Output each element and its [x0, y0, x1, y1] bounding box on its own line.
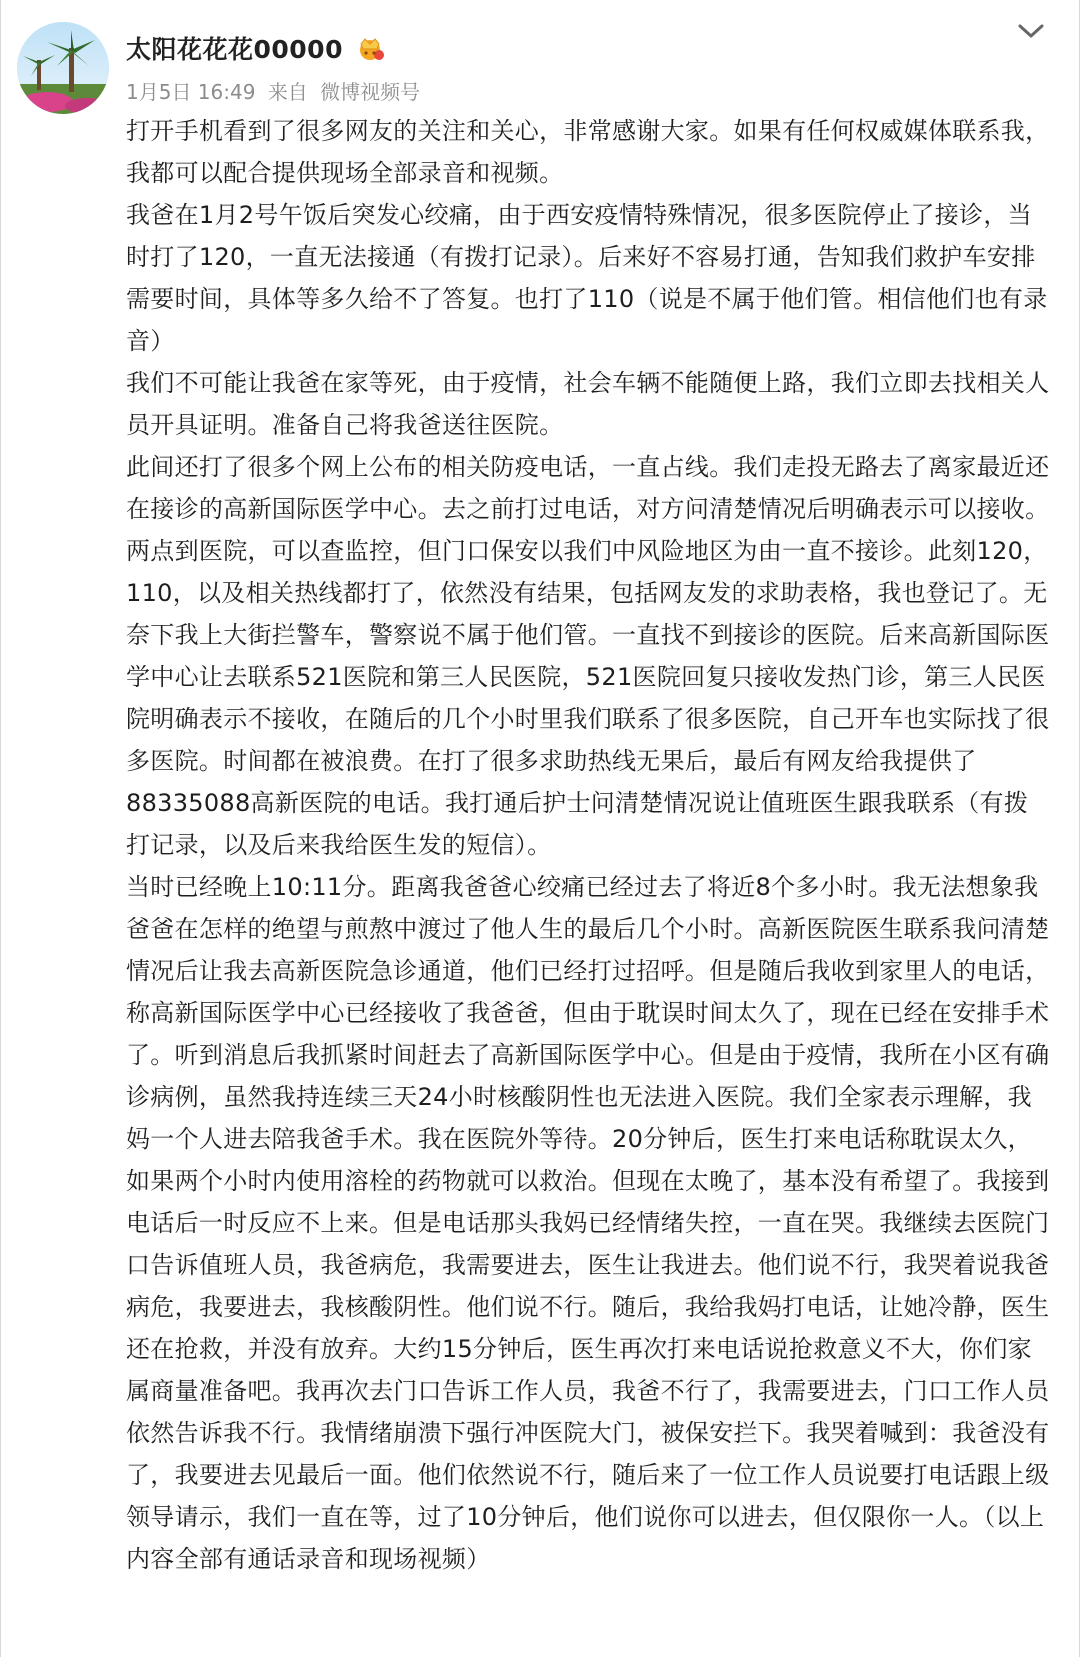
vip-crown-icon: [355, 35, 385, 61]
post-menu-button[interactable]: [1014, 18, 1048, 46]
avatar[interactable]: [17, 22, 109, 114]
post-paragraph-3: 我们不可能让我爸在家等死，由于疫情，社会车辆不能随便上路，我们立即去找相关人员开具证明。准备自己将我爸送往医院。: [126, 369, 1050, 439]
post-paragraph-2: 我爸在1月2号午饭后突发心绞痛，由于西安疫情特殊情况，很多医院停止了接诊，当时打了120，一直无法接通（有拨打记录）。后来好不容易打通，告知我们救护车安排需要时间，具体等多久给不了答复。也打了110（说是不属于他们管。相信他们也有录音）: [126, 201, 1048, 355]
post-paragraph-4: 此间还打了很多个网上公布的相关防疫电话，一直占线。我们走投无路去了离家最近还在接诊的高新国际医学中心。去之前打过电话，对方问清楚情况后明确表示可以接收。两点到医院，可以查监控，但门口保安以我们中风险地区为由一直不接诊。此刻120，110，以及相关热线都打了，依然没有结果，包括网友发的求助表格，我也登记了。无奈下我上大街拦警车，警察说不属于他们管。一直找不到接诊的医院。后来高新国际医学中心让去联系521医院和第三人民医院，521医院回复只接收发热门诊，第三人民医院明确表示不接收，在随后的几个小时里我们联系了很多医院，自己开车也实际找了很多医院。时间都在被浪费。在打了很多求助热线无果后，最后有网友给我提供了88335088高新医院的电话。我打通后护士问清楚情况说让值班医生跟我联系（有拨打记录，以及后来我给医生发的短信）。: [126, 453, 1050, 859]
author-name[interactable]: [126, 30, 385, 66]
chevron-down-icon: [1014, 18, 1048, 46]
post-paragraph-1: 打开手机看到了很多网友的关注和关心，非常感谢大家。如果有任何权威媒体联系我，我都可以配合提供现场全部录音和视频。: [126, 117, 1050, 187]
palm-tree-photo-icon: [17, 22, 109, 114]
post-via-prefix: 来自: [267, 80, 308, 104]
author-name-text[interactable]: 太阳花花花00000: [126, 35, 343, 64]
post-source[interactable]: 微博视频号: [320, 80, 421, 104]
post-content: [126, 110, 1051, 1580]
post-paragraph-5: 当时已经晚上10:11分。距离我爸爸心绞痛已经过去了将近8个多小时。我无法想象我爸爸在怎样的绝望与煎熬中渡过了他人生的最后几个小时。高新医院医生联系我问清楚情况后让我去高新医院急诊通道，他们已经打过招呼。但是随后我收到家里人的电话，称高新国际医学中心已经接收了我爸爸，但由于耽误时间太久了，现在已经在安排手术了。听到消息后我抓紧时间赶去了高新国际医学中心。但是由于疫情，我所在小区有确诊病例，虽然我持连续三天24小时核酸阴性也无法进入医院。我们全家表示理解，我妈一个人进去陪我爸手术。我在医院外等待。20分钟后，医生打来电话称耽误太久，如果两个小时内使用溶栓的药物就可以救治。但现在太晚了，基本没有希望了。我接到电话后一时反应不上来。但是电话那头我妈已经情绪失控，一直在哭。我继续去医院门口告诉值班人员，我爸病危，我需要进去，医生让我进去。他们说不行，我哭着说我爸病危，我要进去，我核酸阴性。他们说不行。随后，我给我妈打电话，让她冷静，医生还在抢救，并没有放弃。大约15分钟后，医生再次打来电话说抢救意义不大，你们家属商量准备吧。我再次去门口告诉工作人员，我爸不行了，我需要进去，门口工作人员依然告诉我不行。我情绪崩溃下强行冲医院大门，被保安拦下。我哭着喊到：我爸没有了，我要进去见最后一面。他们依然说不行，随后来了一位工作人员说要打电话跟上级领导请示，我们一直在等，过了10分钟后，他们说你可以进去，但仅限你一人。（以上内容全部有通话录音和现场视频）: [126, 873, 1050, 1573]
post-time[interactable]: 1月5日 16:49: [126, 80, 256, 104]
post-meta: [126, 76, 426, 105]
